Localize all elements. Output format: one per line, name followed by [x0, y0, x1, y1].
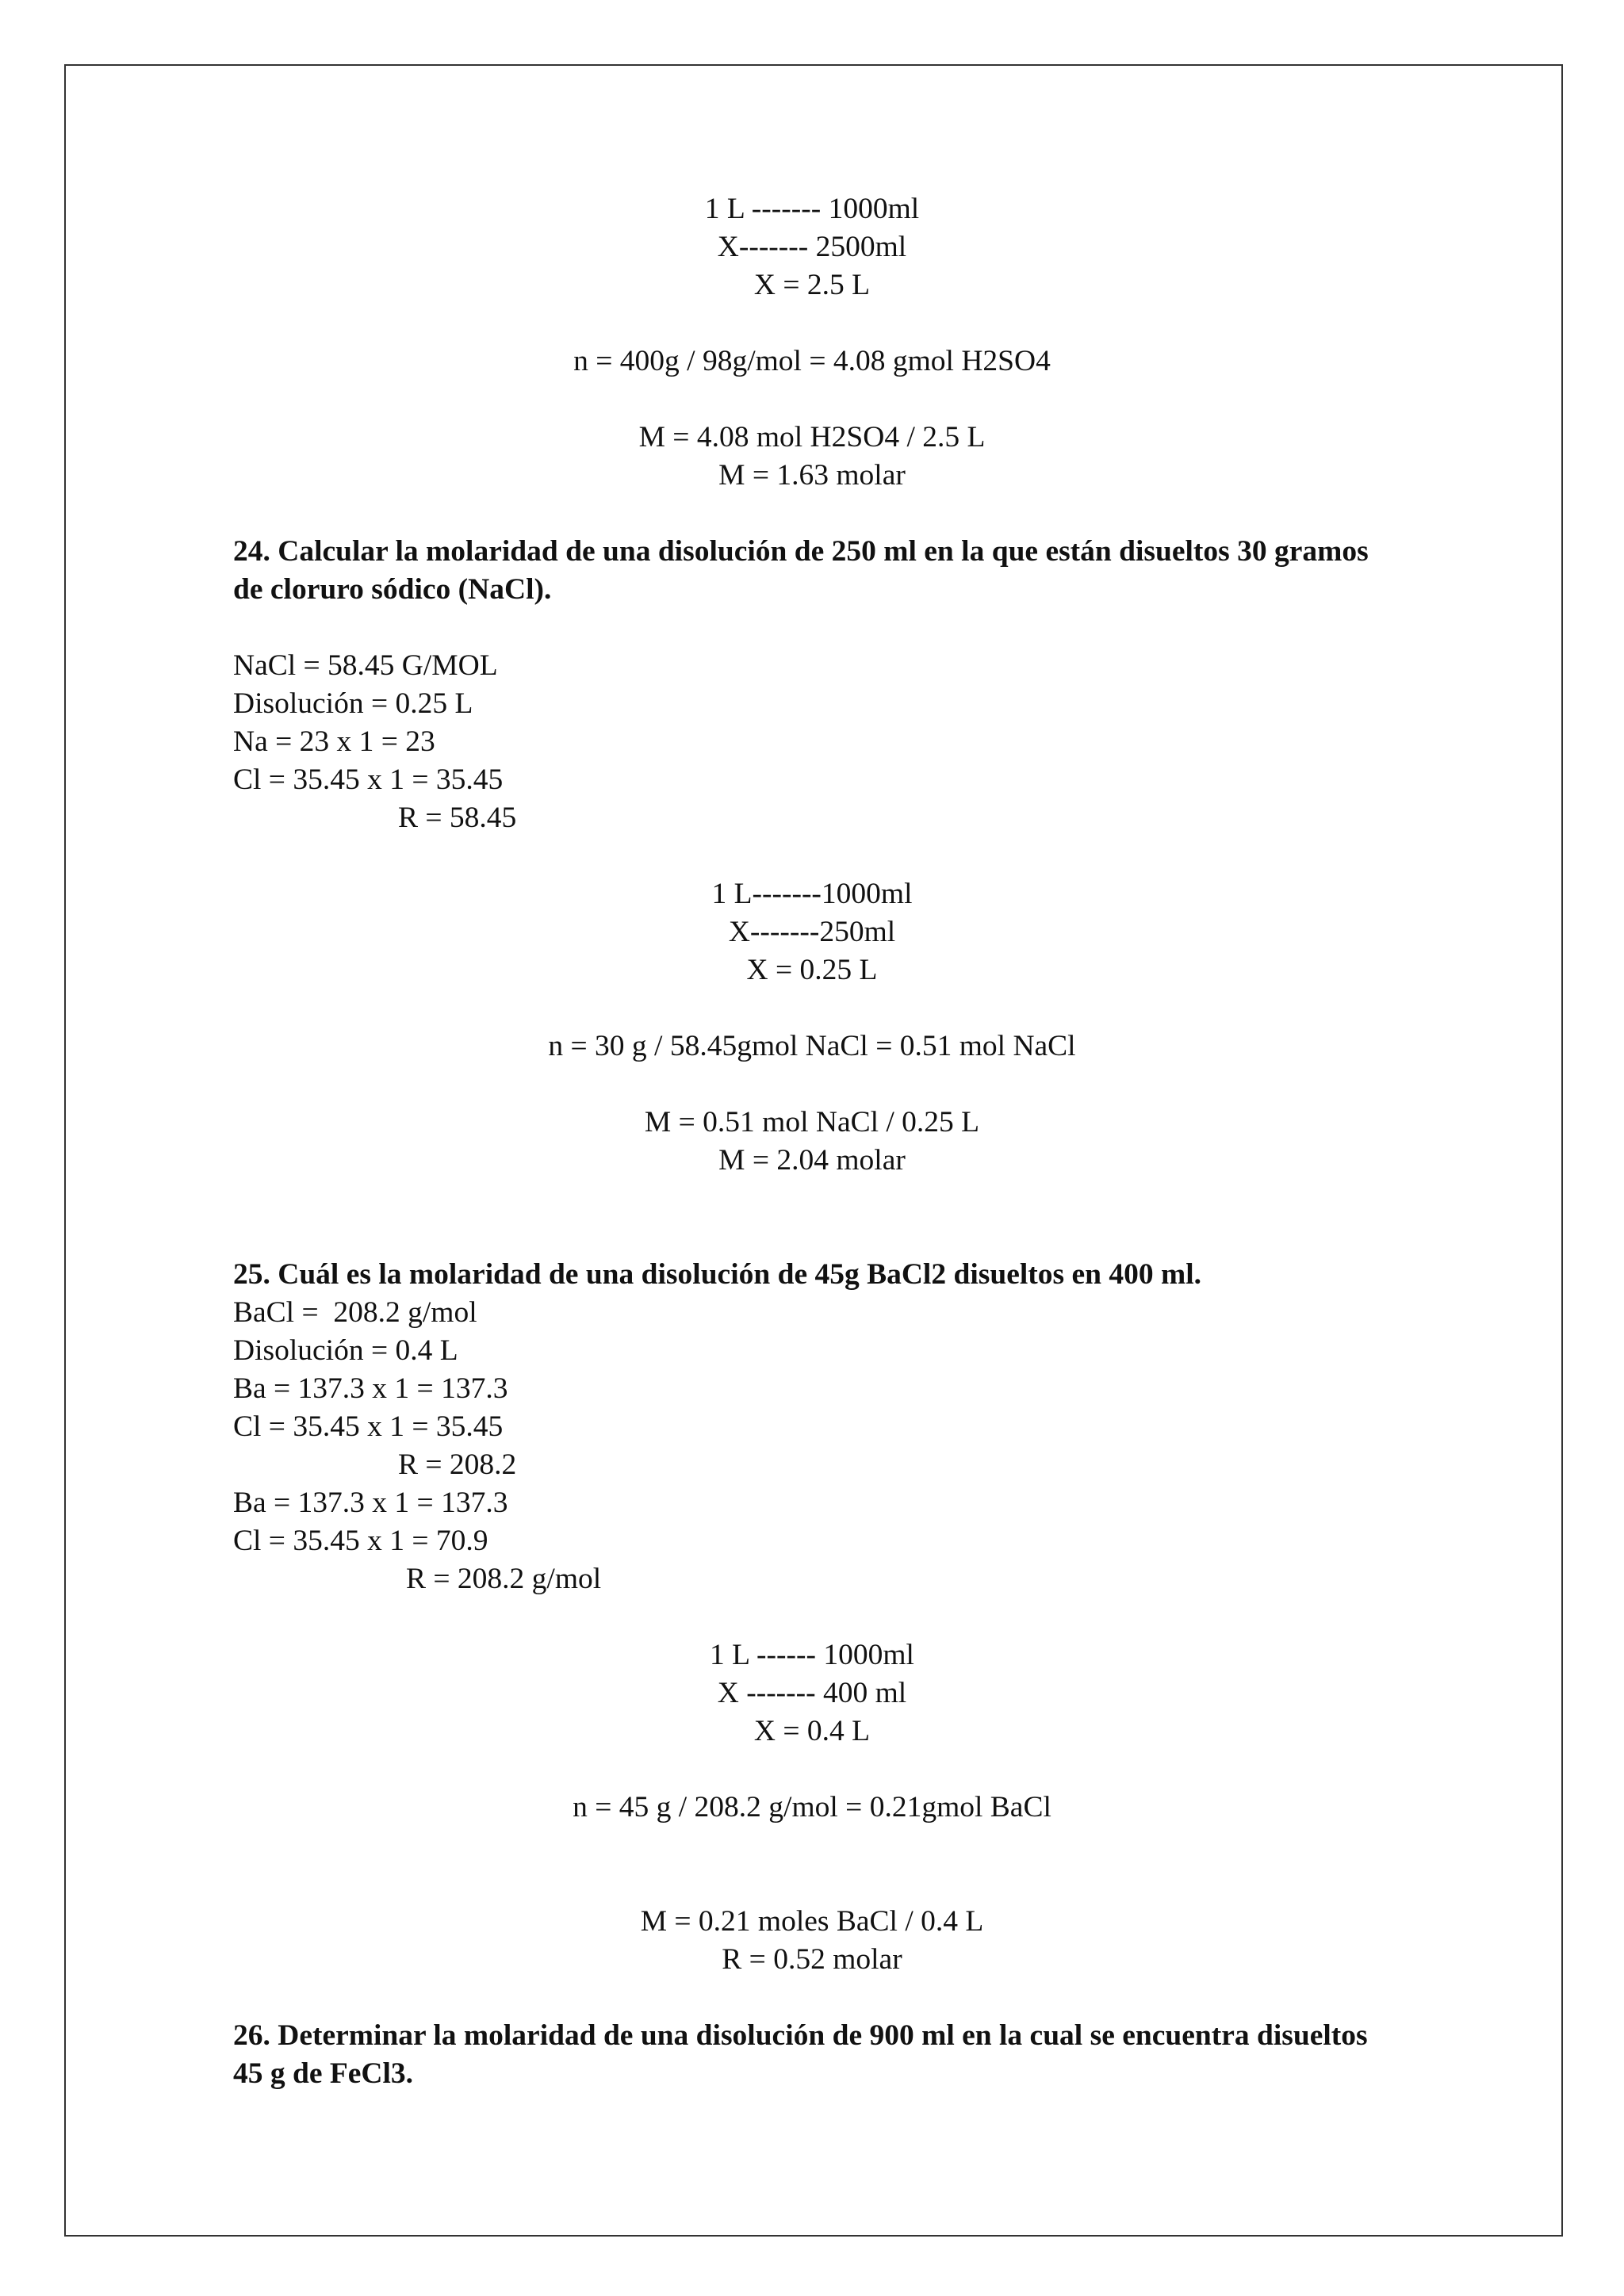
data-line: Na = 23 x 1 = 23: [233, 725, 435, 758]
molarity-equation: M = 0.51 mol NaCl / 0.25 L: [644, 1106, 980, 1138]
question-24-title: 24. Calcular la molaridad de una disolución de 250 ml en la que están disueltos 30 gramos de cloruro sódico (NaCl).: [233, 535, 1369, 606]
data-line: Cl = 35.45 x 1 = 70.9: [233, 1525, 488, 1557]
data-line: Cl = 35.45 x 1 = 35.45: [233, 1410, 504, 1443]
molarity-result: R = 0.52 molar: [722, 1943, 902, 1976]
moles-equation: n = 400g / 98g/mol = 4.08 gmol H2SO4: [573, 345, 1051, 377]
data-line: Ba = 137.3 x 1 = 137.3: [233, 1487, 508, 1519]
moles-equation: n = 30 g / 58.45gmol NaCl = 0.51 mol NaCl: [548, 1030, 1076, 1062]
moles-equation: n = 45 g / 208.2 g/mol = 0.21gmol BaCl: [573, 1791, 1051, 1823]
molarity-equation: M = 0.21 moles BaCl / 0.4 L: [640, 1905, 984, 1938]
question-25-title: 25. Cuál es la molaridad de una disolución de 45g BaCl2 disueltos en 400 ml.: [233, 1258, 1202, 1291]
conversion-line: 1 L-------1000ml: [711, 878, 913, 910]
question-26-title: 26. Determinar la molaridad de una disolución de 900 ml en la cual se encuentra disueltos 45 g de FeCl3.: [233, 2019, 1368, 2090]
conversion-line: X = 2.5 L: [753, 269, 871, 301]
conversion-line: X------- 2500ml: [717, 231, 907, 263]
document-content: [233, 190, 1391, 2093]
conversion-line: 1 L ------ 1000ml: [710, 1639, 914, 1671]
conversion-line: X-------250ml: [728, 916, 896, 948]
data-line: Disolución = 0.4 L: [233, 1334, 458, 1367]
molar-mass-result: R = 208.2 g/mol: [406, 1563, 602, 1595]
molarity-result: M = 2.04 molar: [718, 1144, 906, 1177]
molarity-result: M = 1.63 molar: [718, 459, 906, 492]
conversion-line: X = 0.4 L: [753, 1715, 871, 1747]
conversion-line: X ------- 400 ml: [717, 1677, 907, 1709]
conversion-line: 1 L ------- 1000ml: [704, 193, 920, 225]
conversion-line: X = 0.25 L: [746, 954, 878, 986]
molar-mass-result: R = 208.2: [398, 1448, 517, 1481]
molarity-equation: M = 4.08 mol H2SO4 / 2.5 L: [638, 421, 986, 453]
data-line: Disolución = 0.25 L: [233, 687, 473, 720]
data-line: NaCl = 58.45 G/MOL: [233, 649, 498, 682]
data-line: Ba = 137.3 x 1 = 137.3: [233, 1372, 508, 1405]
data-line: BaCl = 208.2 g/mol: [233, 1296, 477, 1329]
data-line: Cl = 35.45 x 1 = 35.45: [233, 763, 504, 796]
molar-mass-result: R = 58.45: [398, 802, 517, 834]
